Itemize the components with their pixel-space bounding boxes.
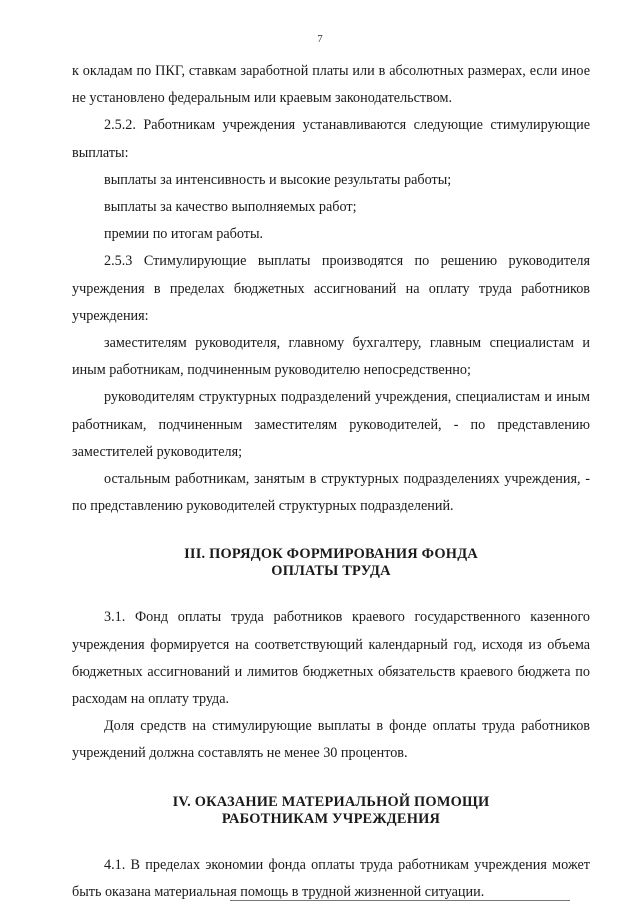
- section-heading-line: РАБОТНИКАМ УЧРЕЖДЕНИЯ: [221, 810, 441, 827]
- list-item: заместителям руководителя, главному бухгалтеру, главным специалистам и иным работникам, подчиненным руководителю непосредственно;: [72, 335, 590, 379]
- paragraph: 2.5.3 Стимулирующие выплаты производятся по решению руководителя учреждения в пределах бюджетных ассигнований на оплату труда работников учреждения:: [72, 253, 590, 324]
- section-heading-3: [72, 546, 590, 580]
- footer-rule: [230, 900, 570, 901]
- paragraph: 3.1. Фонд оплаты труда работников краевого государственного казенного учреждения формируется на соответствующий календарный год, исходя из объема бюджетных ассигнований и лимитов бюджетных обязательств краевого бюджета по расходам на оплату труда.: [72, 609, 590, 708]
- paragraph: 4.1. В пределах экономии фонда оплаты труда работникам учреждения может быть оказана материальная помощь в трудной жизненной ситуации.: [72, 856, 590, 900]
- list-item: выплаты за интенсивность и высокие результаты работы;: [104, 171, 452, 188]
- page-number: 7: [317, 33, 323, 45]
- section-heading-line: ОПЛАТЫ ТРУДА: [271, 563, 391, 580]
- paragraph: Доля средств на стимулирующие выплаты в фонде оплаты труда работников учреждений должна составлять не менее 30 процентов.: [72, 718, 590, 762]
- document-body: [72, 58, 590, 906]
- section-heading-line: III. ПОРЯДОК ФОРМИРОВАНИЯ ФОНДА: [184, 546, 478, 563]
- list-item: остальным работникам, занятым в структурных подразделениях учреждения, - по представлению руководителей структурных подразделений.: [72, 471, 590, 515]
- paragraph: 2.5.2. Работникам учреждения устанавливаются следующие стимулирующие выплаты:: [72, 117, 590, 161]
- section-heading-line: IV. ОКАЗАНИЕ МАТЕРИАЛЬНОЙ ПОМОЩИ: [172, 793, 490, 810]
- list-item: выплаты за качество выполняемых работ;: [104, 199, 357, 216]
- list-item: руководителям структурных подразделений учреждения, специалистам и иным работникам, подчиненным заместителям руководителей, - по представлению заместителей руководителя;: [72, 389, 590, 460]
- section-heading-4: [72, 794, 590, 828]
- list-item: премии по итогам работы.: [104, 226, 264, 243]
- paragraph: к окладам по ПКГ, ставкам заработной платы или в абсолютных размерах, если иное не установлено федеральным или краевым законодательством.: [72, 63, 590, 107]
